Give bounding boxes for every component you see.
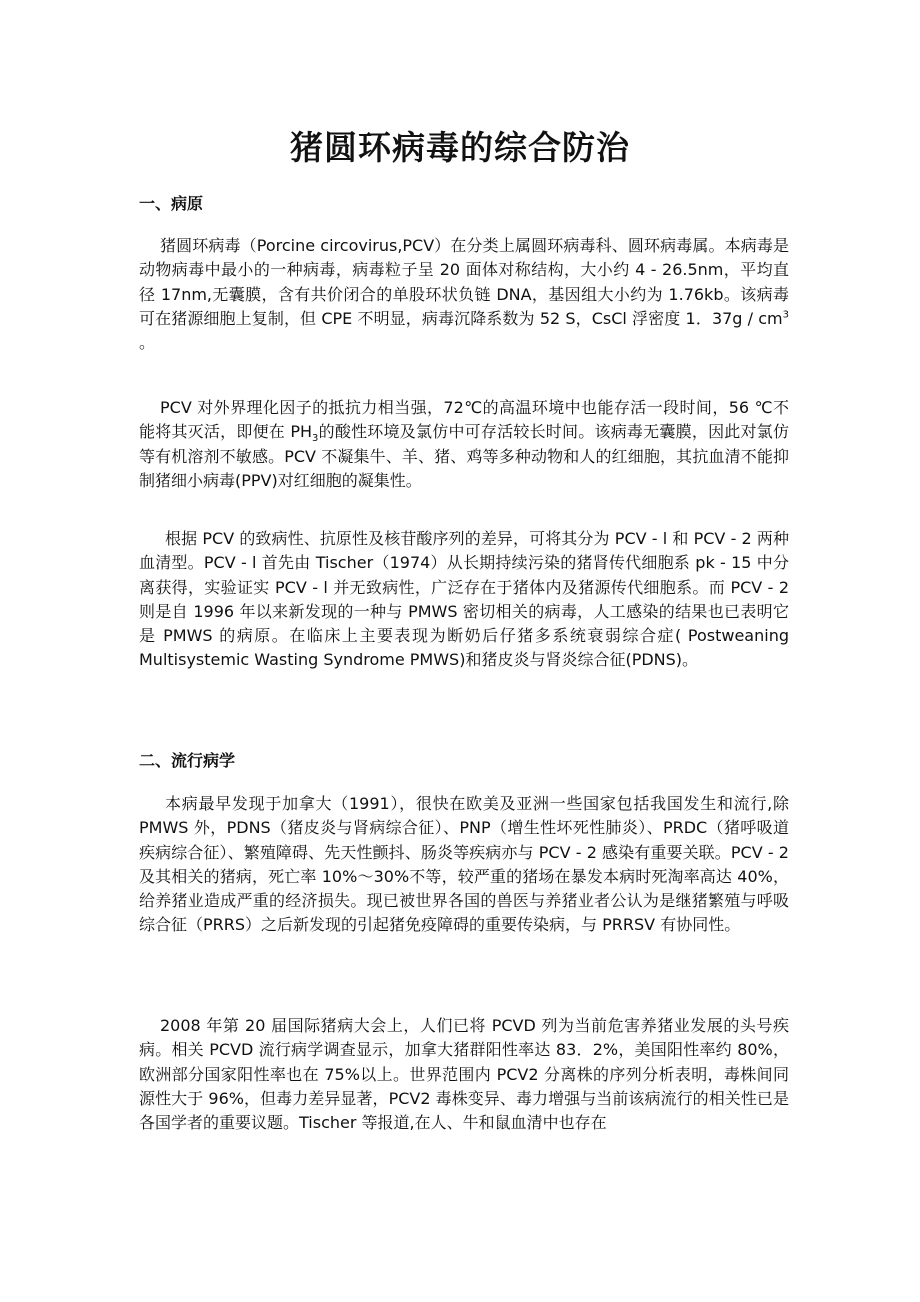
superscript: 3 bbox=[782, 309, 789, 321]
paragraph-pathogen-1 bbox=[139, 234, 789, 355]
section-heading-epidemiology: 二、流行病学 bbox=[139, 751, 236, 770]
paragraph-pathogen-2 bbox=[139, 396, 789, 493]
subscript: 3 bbox=[312, 433, 319, 445]
page-title: 猪圆环病毒的综合防治 bbox=[290, 128, 630, 167]
section-heading-pathogen: 一、病原 bbox=[139, 194, 204, 213]
paragraph-epidemiology-2: 2008 年第 20 届国际猪病大会上，人们已将 PCVD 列为当前危害养猪业发展的头号疾病。相关 PCVD 流行病学调查显示，加拿大猪群阳性率达 83．2%，美国阳性率约 80%，欧洲部分国家阳性率也在 75%以上。世界范围内 PCV2 分离株的序列分析表明，毒株间同源性大于 96%，但毒力差异显著，PCV2 毒株变异、毒力增强与当前该病流行的相关性已是各国学者的重要议题。Tischer 等报道,在人、牛和鼠血清中也存在 bbox=[139, 1016, 789, 1133]
paragraph-text-cont: 的酸性环境及氯仿中可存活较长时间。该病毒无囊膜，因此对氯仿等有机溶剂不敏感。PCV 不凝集牛、羊、猪、鸡等多种动物和人的红细胞，其抗血清不能抑制猪细小病毒(PPV)对红细胞的凝集性。 bbox=[139, 422, 789, 490]
paragraph-epidemiology-1: 本病最早发现于加拿大（1991），很快在欧美及亚洲一些国家包括我国发生和流行,除 PMWS 外，PDNS（猪皮炎与肾病综合征）、PNP（增生性坏死性肺炎）、PRDC（猪呼吸道疾病综合征）、繁殖障碍、先天性颤抖、肠炎等疾病亦与 PCV - 2 感染有重要关联。PCV - 2 及其相关的猪病，死亡率 10%～30%不等，较严重的猪场在暴发本病时死淘率高达 40%，给养猪业造成严重的经济损失。现已被世界各国的兽医与养猪业者公认为是继猪繁殖与呼吸综合征（PRRS）之后新发现的引起猪免疫障碍的重要传染病，与 PRRSV 有协同性。 bbox=[139, 794, 789, 935]
paragraph-text: 猪圆环病毒（Porcine circovirus,PCV）在分类上属圆环病毒科、圆环病毒属。本病毒是动物病毒中最小的一种病毒，病毒粒子呈 20 面体对称结构，大小约 4 - 26.5nm，平均直径 17nm,无囊膜，含有共价闭合的单股环状负链 DNA，基因组大小约为 1.76kb。该病毒可在猪源细胞上复制，但 CPE 不明显，病毒沉降系数为 52 S，CsCl 浮密度 1．37g / cm bbox=[139, 236, 789, 328]
paragraph-text-tail: 。 bbox=[139, 333, 156, 353]
paragraph-pathogen-3: 根据 PCV 的致病性、抗原性及核苷酸序列的差异，可将其分为 PCV - l 和 PCV - 2 两种血清型。PCV - l 首先由 Tischer（1974）从长期持续污染的猪肾传代细胞系 pk - 15 中分离获得，实验证实 PCV - l 并无致病性，广泛存在于猪体内及猪源传代细胞系。而 PCV - 2 则是自 1996 年以来新发现的一种与 PMWS 密切相关的病毒，人工感染的结果也已表明它是 PMWS 的病原。在临床上主要表现为断奶后仔猪多系统衰弱综合症( Postweaning Multisystemic Wasting Syndrome PMWS)和猪皮炎与肾炎综合征(PDNS)。 bbox=[139, 529, 789, 670]
paragraph-text: PCV 对外界理化因子的抵抗力相当强，72℃的高温环境中也能存活一段时间，56 ℃不能将其灭活，即便在 PH bbox=[139, 398, 789, 442]
